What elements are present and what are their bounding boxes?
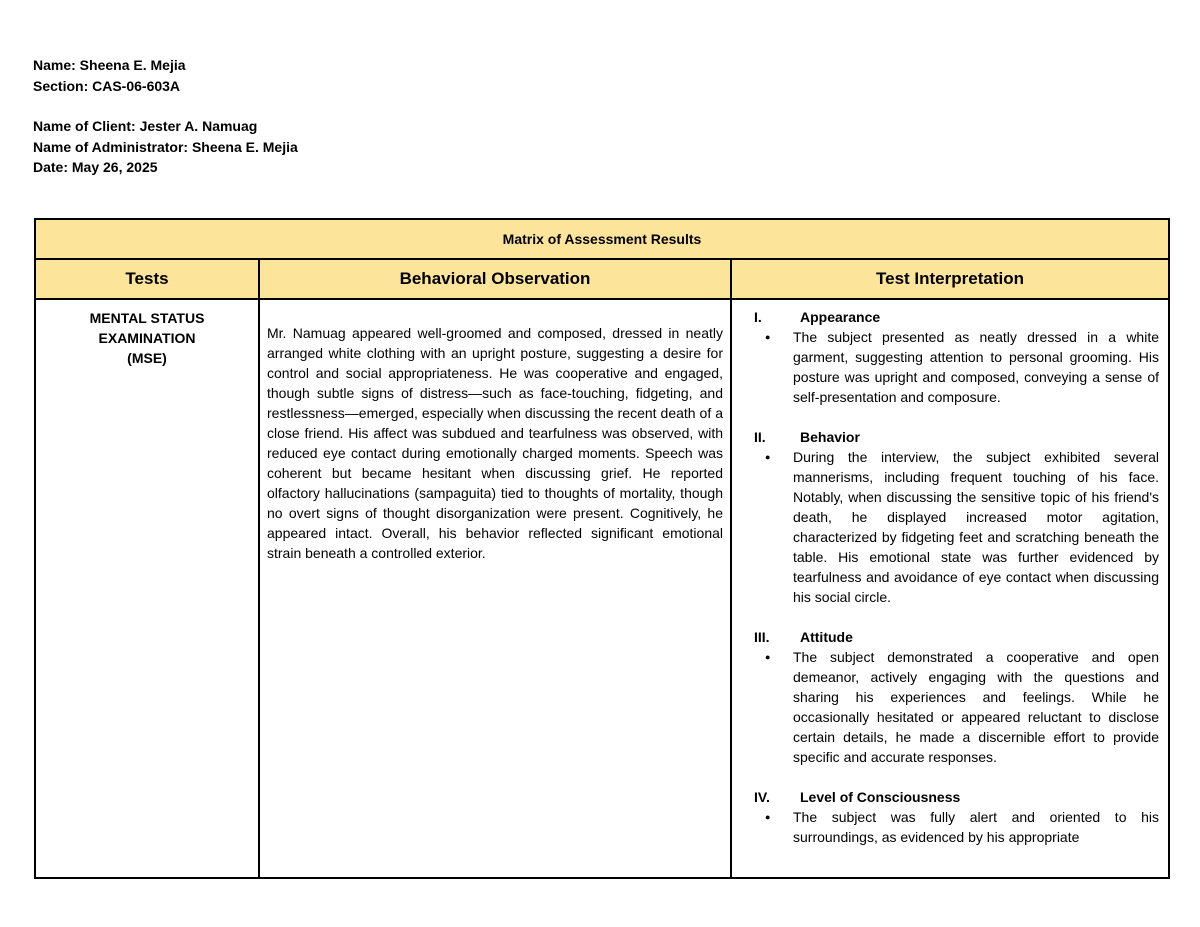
- observation-text: Mr. Namuag appeared well-groomed and composed, dressed in neatly arranged white clothing with an upright posture, suggesting a desire for control and social appropriateness. He was cooperative and engaged, though subtle signs of distress—such as face-touching, fidgeting, and restlessness—emerged, especially when discussing the recent death of a close friend. His affect was subdued and tearfulness was observed, with reduced eye contact during emotionally charged moments. Speech was coherent but became hesitant when discussing grief. He reported olfactory hallucinations (sampaguita) tied to thoughts of mortality, though no overt signs of thought disorganization were present. Cognitively, he appeared intact. Overall, his behavior reflected significant emotional strain beneath a controlled exterior.: [267, 325, 723, 561]
- section-heading: [754, 307, 1159, 327]
- client-name: Name of Client: Jester A. Namuag: [33, 118, 258, 134]
- test-name-line: EXAMINATION: [98, 330, 196, 346]
- section-title: Attitude: [800, 629, 853, 645]
- matrix-title-row: [35, 219, 1169, 259]
- list-item: [754, 447, 1159, 607]
- section-title: Level of Consciousness: [800, 789, 961, 805]
- bullet-icon: ●: [765, 332, 771, 342]
- column-header-tests: Tests: [35, 259, 259, 299]
- test-name-line: MENTAL STATUS: [89, 310, 205, 326]
- administrator-name: Name of Administrator: Sheena E. Mejia: [33, 138, 298, 155]
- section-heading: [754, 627, 1159, 647]
- section-title: Behavior: [800, 429, 860, 445]
- roman-numeral: I.: [754, 309, 762, 325]
- section-text: The subject was fully alert and oriented to his surroundings, as evidenced by his appropriate: [793, 809, 1159, 845]
- matrix-title: Matrix of Assessment Results: [35, 219, 1169, 259]
- roman-numeral: IV.: [754, 789, 770, 805]
- bullet-icon: ●: [765, 652, 771, 662]
- bullet-icon: ●: [765, 452, 771, 462]
- interpretation-section-attitude: [754, 627, 1159, 767]
- interpretation-section-behavior: [754, 427, 1159, 607]
- assessment-matrix-table: [34, 218, 1170, 879]
- section-heading: [754, 427, 1159, 447]
- matrix-column-header-row: [35, 259, 1169, 299]
- roman-numeral: III.: [754, 629, 770, 645]
- section-title: Appearance: [800, 309, 881, 325]
- bullet-icon: ●: [765, 812, 771, 822]
- section-text: The subject demonstrated a cooperative and open demeanor, actively engaging with the questions and sharing his experiences and feelings. While he occasionally hesitated or appeared reluctant to disclose certain details, he made a discernible effort to provide specific and accurate responses.: [793, 649, 1159, 765]
- assessment-date: Date: May 26, 2025: [33, 159, 158, 175]
- section-heading: [754, 787, 1159, 807]
- student-section: Section: CAS-06-603A: [33, 77, 181, 94]
- document-header: [33, 55, 298, 178]
- list-item: [754, 807, 1159, 847]
- roman-numeral: II.: [754, 429, 766, 445]
- test-interpretation-cell: [731, 299, 1169, 878]
- list-item: [754, 327, 1159, 407]
- section-text: The subject presented as neatly dressed in a white garment, suggesting attention to personal grooming. His posture was upright and composed, conveying a sense of self-presentation and composure.: [793, 329, 1159, 405]
- student-name: Name: Sheena E. Mejia: [33, 57, 186, 73]
- section-text: During the interview, the subject exhibited several mannerisms, including frequent touching of his face. Notably, when discussing the sensitive topic of his friend's death, he displayed increased motor agitation, characterized by fidgeting feet and scratching beneath the table. His emotional state was further evidenced by tearfulness and avoidance of eye contact when discussing his social circle.: [793, 449, 1159, 605]
- test-name-cell: [35, 299, 259, 878]
- header-spacer: [33, 96, 298, 116]
- interpretation-section-level-of-consciousness: [754, 787, 1159, 847]
- column-header-test-interpretation: Test Interpretation: [731, 259, 1169, 299]
- table-row: [35, 299, 1169, 878]
- interpretation-section-appearance: [754, 307, 1159, 407]
- behavioral-observation-cell: [259, 299, 731, 878]
- list-item: [754, 647, 1159, 767]
- test-name-line: (MSE): [127, 350, 167, 366]
- column-header-behavioral-observation: Behavioral Observation: [259, 259, 731, 299]
